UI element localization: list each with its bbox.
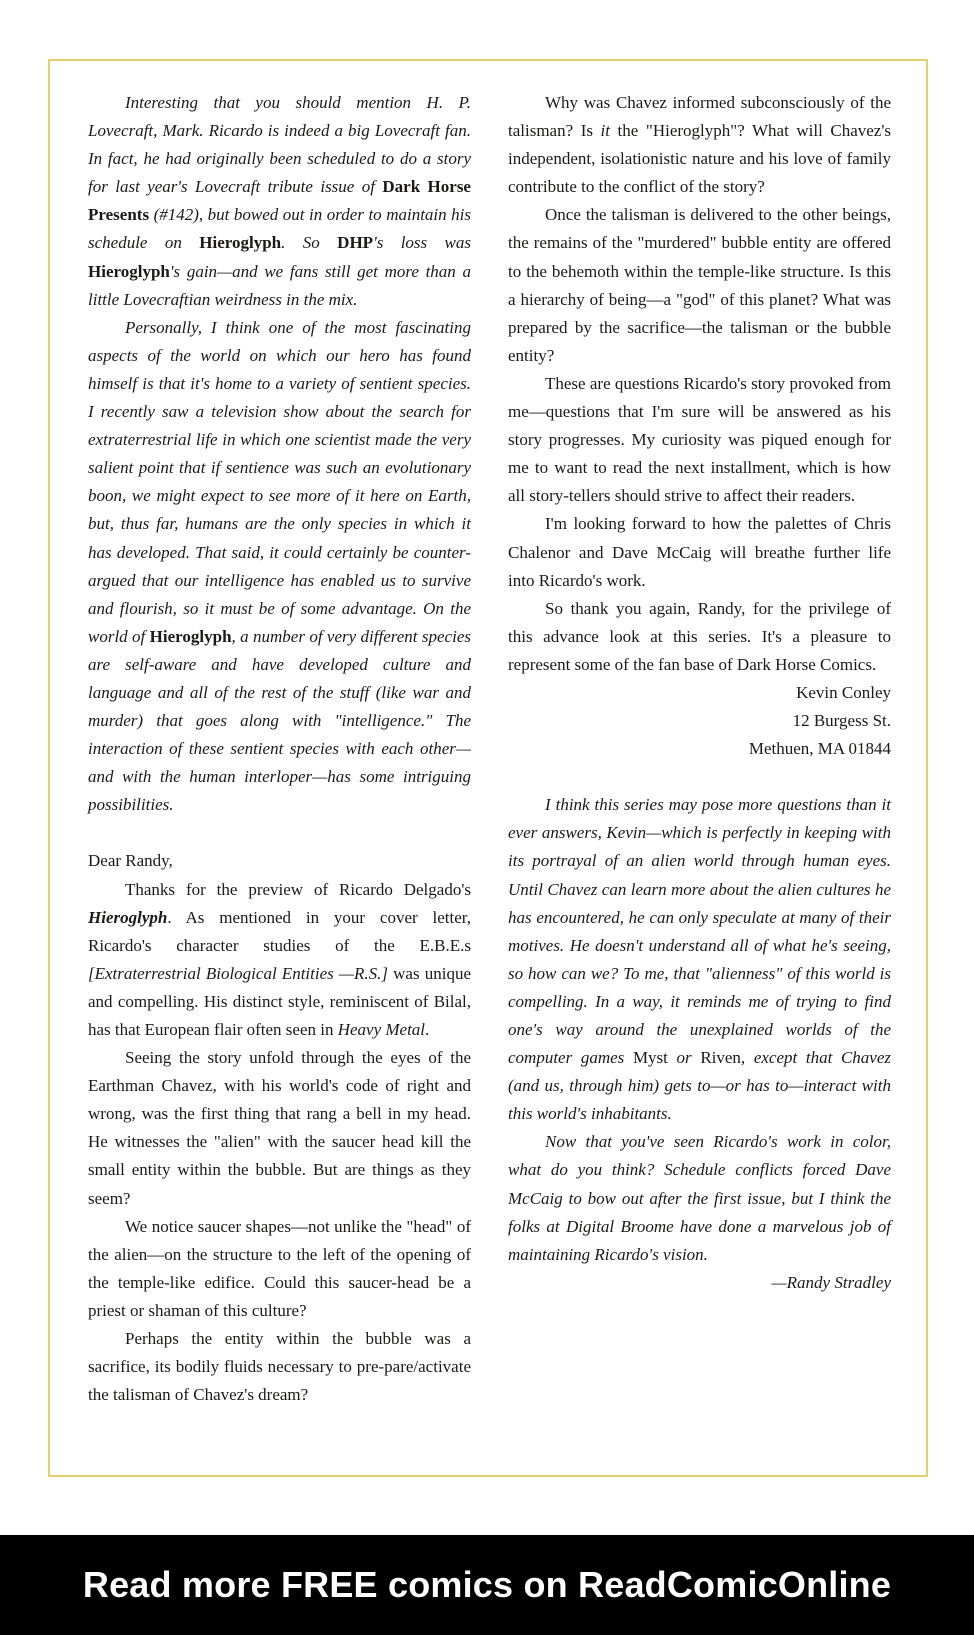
- reply-paragraph-1: I think this series may pose more questions than it ever answers, Kevin—which is perfectly in keeping with its portrayal of an alien world through human eyes. Until Chavez can learn more about the alien cultures he has encountered, he can only speculate at many of their motives. He doesn't understand all of what he's seeing, so how can we? To me, that "alienness" of this world is compelling. In a way, it reminds me of trying to find one's way around the unexplained worlds of the computer games Myst or Riven, except that Chavez (and us, through him) gets to—or has to—interact with this world's inhabitants.: [508, 795, 891, 1124]
- letter-paragraph-8: I'm looking forward to how the palettes of Chris Chalenor and Dave McCaig will breathe further life into Ricardo's work.: [508, 514, 891, 590]
- letter-paragraph-1: Thanks for the preview of Ricardo Delgado's Hieroglyph. As mentioned in your cover letter, Ricardo's character studies of the E.B.E.s [Extraterrestrial Biological Entities —R.S.] was unique and compelling. His distinct style, reminiscent of Bilal, has that European flair often seen in Heavy Metal.: [88, 879, 471, 1039]
- letter-paragraph-6: Once the talisman is delivered to the other beings, the remains of the "murdered" bubble entity are offered to the behemoth within the temple-like structure. Is this a hierarchy of being—a "god" of this planet? What was prepared by the sacrifice—the talisman or the bubble entity?: [508, 205, 891, 365]
- footer-banner[interactable]: [0, 1535, 974, 1635]
- reply-paragraph-2: Now that you've seen Ricardo's work in color, what do you think? Schedule conflicts forced Dave McCaig to bow out after the first issue, but I think the folks at Digital Broome have done a marvelous job of maintaining Ricardo's vision.: [508, 1132, 891, 1264]
- letter-signature-street: 12 Burgess St.: [792, 711, 891, 731]
- right-column: [508, 89, 891, 1297]
- letter-salutation: Dear Randy,: [88, 851, 173, 871]
- letter-paragraph-3: We notice saucer shapes—not unlike the "head" of the alien—on the structure to the left of the opening of the temple-like edifice. Could this saucer-head be a priest or shaman of this culture?: [88, 1216, 471, 1320]
- letter-signature-city: Methuen, MA 01844: [748, 739, 891, 759]
- footer-banner-text[interactable]: Read more FREE comics on ReadComicOnline: [82, 1564, 892, 1605]
- letter-paragraph-9: So thank you again, Randy, for the privilege of this advance look at this series. It's a pleasure to represent some of the fan base of Dark Horse Comics.: [508, 598, 891, 674]
- letter-paragraph-4: Perhaps the entity within the bubble was a sacrifice, its bodily fluids necessary to pre-pare/activate the talisman of Chavez's dream?: [88, 1329, 471, 1405]
- reply-signature: —Randy Stradley: [771, 1272, 891, 1292]
- editor-paragraph-2: Personally, I think one of the most fascinating aspects of the world on which our hero has found himself is that it's home to a variety of sentient species. I recently saw a television show about the search for extraterrestrial life in which one scientist made the very salient point that if sentience was such an evolutionary boon, we might expect to see more of it here on Earth, but, thus far, humans are the only species in which it has developed. That said, it could certainly be counter-argued that our intelligence has enabled us to survive and flourish, so it must be of some advantage. On the world of Hieroglyph, a number of very different species are self-aware and have developed culture and language and all of the rest of the stuff (like war and murder) that goes along with "intelligence." The interaction of these sentient species with each other—and with the human interloper—has some intriguing possibilities.: [88, 317, 471, 815]
- letter-paragraph-5: Why was Chavez informed subconsciously of the talisman? Is it the "Hieroglyph"? What will Chavez's independent, isolationistic nature and his love of family contribute to the conflict of the story?: [508, 93, 892, 197]
- letter-signature-name: Kevin Conley: [796, 682, 891, 702]
- letter-paragraph-7: These are questions Ricardo's story provoked from me—questions that I'm sure will be answered as his story progresses. My curiosity was piqued enough for me to want to read the next installment, which is how all story-tellers should strive to affect their readers.: [508, 373, 891, 506]
- left-column: [88, 89, 471, 1409]
- editor-paragraph-1: Interesting that you should mention H. P. Lovecraft, Mark. Ricardo is indeed a big Lovecraft fan. In fact, he had originally been scheduled to do a story for last year's Lovecraft tribute issue of Dark Horse Presents (#142), but bowed out in order to maintain his schedule on Hieroglyph. So DHP's loss was Hieroglyph's gain—and we fans still get more than a little Lovecraftian weirdness in the mix.: [88, 93, 471, 309]
- letter-paragraph-2: Seeing the story unfold through the eyes of the Earthman Chavez, with his world's code of right and wrong, was the first thing that rang a bell in my head. He witnesses the "alien" with the saucer head kill the small entity within the bubble. But are things as they seem?: [88, 1048, 471, 1208]
